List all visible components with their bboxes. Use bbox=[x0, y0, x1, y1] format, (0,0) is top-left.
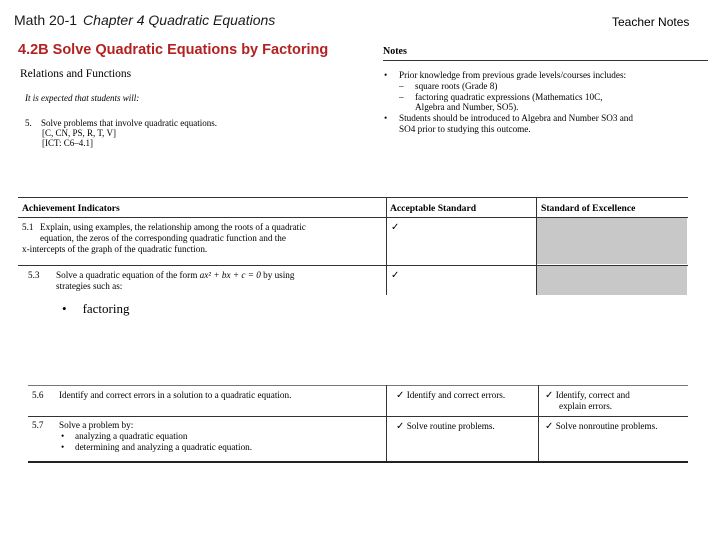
notes-divider bbox=[383, 60, 708, 61]
acceptable-5-6 bbox=[396, 390, 505, 401]
lower-table-bottom-rule bbox=[28, 461, 688, 463]
indicator-text-cont: strategies such as: bbox=[56, 281, 123, 291]
header-standard-of-excellence: Standard of Excellence bbox=[541, 203, 636, 214]
quadratic-form: ax² + bx + c = 0 bbox=[199, 270, 261, 280]
indicator-text: Explain, using examples, the relationship among the roots of a quadratic bbox=[40, 222, 306, 232]
lower-col-divider-1 bbox=[386, 385, 387, 461]
indicator-text: Identify and correct errors in a solution to a quadratic equation. bbox=[59, 390, 292, 400]
excellence-5-7 bbox=[545, 421, 658, 432]
bullet-icon: • bbox=[62, 301, 67, 316]
indicator-5-6 bbox=[32, 390, 382, 401]
lower-table-top-rule bbox=[28, 385, 688, 386]
indicator-number: 5.1 bbox=[22, 222, 34, 232]
checkmark-icon: ✓ bbox=[391, 222, 400, 233]
indicator-text: Solve a quadratic equation of the form bbox=[56, 270, 200, 280]
checkmark-icon: ✓ bbox=[545, 390, 554, 401]
indicator-text-cont: equation, the zeros of the corresponding quadratic function and the bbox=[40, 233, 286, 243]
notes-list bbox=[383, 70, 708, 135]
table-col-divider-1 bbox=[386, 197, 387, 295]
checkmark-icon: ✓ bbox=[391, 270, 400, 281]
excellence-text-cont: explain errors. bbox=[559, 401, 613, 411]
excellence-text: Identify, correct and bbox=[555, 390, 630, 400]
indicator-text: by using bbox=[260, 270, 295, 280]
notes-bullet-introduction: • Students should be introduced to Algebra and Number SO3 and bbox=[383, 113, 708, 124]
notes-heading: Notes bbox=[383, 46, 407, 57]
indicator-text-cont: x-intercepts of the graph of the quadratic function. bbox=[22, 244, 208, 254]
header-achievement-indicators: Achievement Indicators bbox=[22, 203, 120, 214]
excellence-shaded-cell-5-1 bbox=[537, 218, 687, 264]
notes-sub-factoring: – factoring quadratic expressions (Mathematics 10C, bbox=[399, 92, 708, 103]
row-rule-5-6 bbox=[28, 416, 688, 417]
outcome-ict: [ICT: C6–4.1] bbox=[42, 138, 94, 148]
indicator-5-7 bbox=[32, 420, 382, 453]
checkmark-icon: ✓ bbox=[545, 421, 554, 432]
lower-col-divider-2 bbox=[538, 385, 539, 461]
notes-bullet-prior-knowledge: • Prior knowledge from previous grade levels/courses includes: bbox=[383, 70, 708, 81]
outcome-block bbox=[25, 118, 217, 148]
excellence-text: Solve nonroutine problems. bbox=[555, 421, 658, 431]
outcome-number: 5. bbox=[25, 118, 32, 128]
strategy-factoring bbox=[62, 301, 129, 317]
acceptable-text: Solve routine problems. bbox=[406, 421, 495, 431]
excellence-shaded-cell-5-3 bbox=[537, 266, 687, 295]
checkmark-icon: ✓ bbox=[396, 390, 405, 401]
notes-sub-square-roots: – square roots (Grade 8) bbox=[399, 81, 708, 92]
lesson-title: 4.2B Solve Quadratic Equations by Factoring bbox=[18, 42, 329, 58]
checkmark-icon: ✓ bbox=[396, 421, 405, 432]
indicator-text: Solve a problem by: bbox=[59, 420, 134, 430]
indicator-5-3 bbox=[22, 270, 382, 292]
notes-sub-factoring-cont: Algebra and Number, SO5). bbox=[415, 102, 519, 113]
indicator-bullet: • analyzing a quadratic equation bbox=[58, 431, 382, 442]
outcome-processes: [C, CN, PS, R, T, V] bbox=[42, 128, 117, 138]
strategy-label: factoring bbox=[82, 301, 130, 316]
expectation-text: It is expected that students will: bbox=[25, 93, 140, 103]
notes-bullet-introduction-cont: SO4 prior to studying this outcome. bbox=[399, 123, 531, 134]
outcome-text: Solve problems that involve quadratic equations. bbox=[41, 118, 217, 128]
table-top-rule bbox=[18, 197, 688, 198]
excellence-5-6 bbox=[545, 390, 630, 412]
chapter-title: Chapter 4 Quadratic Equations bbox=[83, 12, 276, 28]
indicator-bullet: • determining and analyzing a quadratic equation. bbox=[58, 442, 382, 453]
section-heading: Relations and Functions bbox=[20, 68, 132, 80]
teacher-notes-label: Teacher Notes bbox=[612, 15, 690, 29]
course-name: Math 20-1 bbox=[14, 12, 78, 28]
course-title bbox=[14, 12, 275, 28]
indicator-number: 5.7 bbox=[32, 420, 44, 430]
acceptable-text: Identify and correct errors. bbox=[406, 390, 506, 400]
indicator-number: 5.6 bbox=[32, 390, 44, 400]
indicator-number: 5.3 bbox=[28, 270, 40, 280]
indicator-5-1 bbox=[22, 222, 382, 255]
header-acceptable-standard: Acceptable Standard bbox=[390, 203, 477, 214]
acceptable-5-7 bbox=[396, 421, 495, 432]
